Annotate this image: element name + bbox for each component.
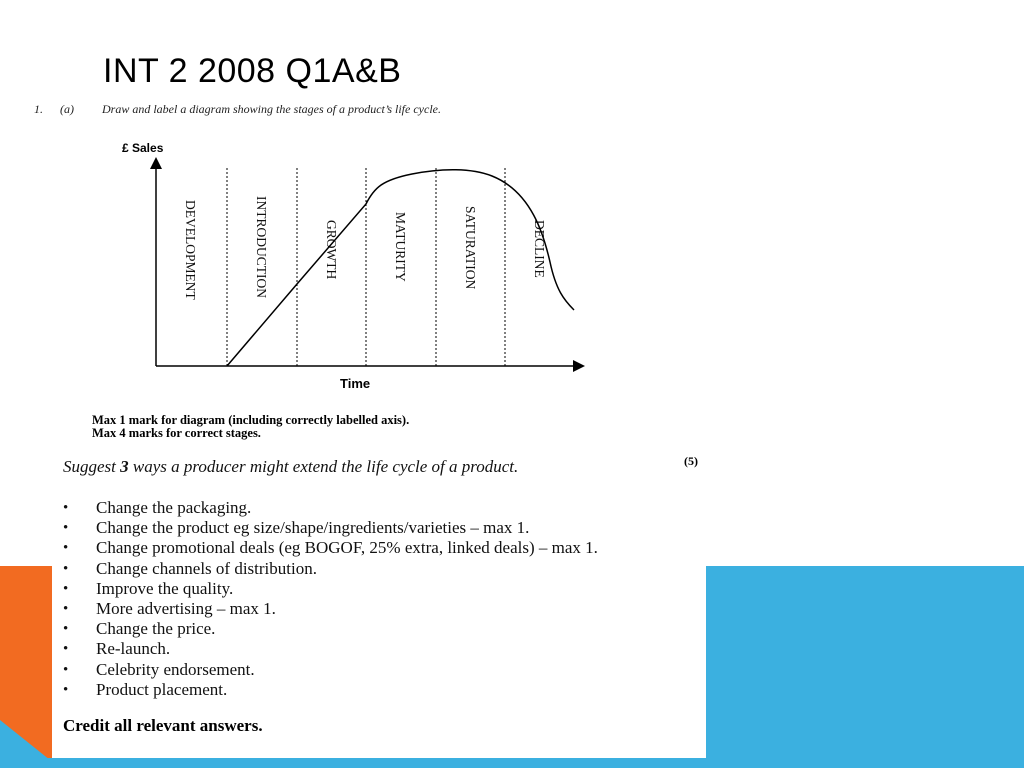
- question-b-suffix: ways a producer might extend the life cycle of a product.: [128, 457, 519, 476]
- bullet-icon: •: [63, 560, 69, 577]
- slide-title: INT 2 2008 Q1A&B: [103, 52, 402, 90]
- bullet-icon: •: [63, 580, 69, 597]
- marks-available: (5): [684, 454, 698, 468]
- credit-note: Credit all relevant answers.: [63, 716, 263, 735]
- question-text: Draw and label a diagram showing the stages of a product’s life cycle.: [102, 102, 441, 116]
- list-item: • Change channels of distribution.: [63, 558, 317, 578]
- product-life-cycle-diagram: [112, 136, 592, 396]
- mark-note-diagram: Max 1 mark for diagram (including correctly labelled axis).: [92, 413, 410, 427]
- bullet-icon: •: [63, 500, 69, 516]
- bullet-icon: •: [63, 681, 69, 698]
- list-item: • Product placement.: [63, 679, 228, 699]
- bullet-icon: •: [63, 540, 69, 557]
- answer-list: [63, 498, 703, 700]
- stage-label-development: DEVELOPMENT: [183, 200, 198, 300]
- mark-note-stages: Max 4 marks for correct stages.: [92, 426, 261, 440]
- list-item: • More advertising – max 1.: [63, 598, 276, 618]
- question-b-prefix: Suggest: [63, 457, 121, 476]
- stage-label-saturation: SATURATION: [463, 206, 478, 290]
- x-axis-label: Time: [340, 376, 371, 391]
- mark-notes: [92, 414, 652, 440]
- stage-label-decline: DECLINE: [532, 220, 547, 278]
- list-item: • Change the price.: [63, 619, 216, 639]
- bullet-icon: •: [63, 641, 69, 658]
- y-axis-label: £ Sales: [122, 141, 164, 155]
- bullet-icon: •: [63, 661, 69, 678]
- list-item: • Celebrity endorsement.: [63, 659, 255, 679]
- blue-accent-band: [700, 566, 1024, 768]
- list-item: • Change promotional deals (eg BOGOF, 25% extra, linked deals) – max 1.: [63, 538, 598, 558]
- stage-label-maturity: MATURITY: [393, 212, 408, 282]
- bullet-icon: •: [63, 621, 69, 638]
- list-item: • Change the product eg size/shape/ingredients/varieties – max 1.: [63, 518, 530, 538]
- list-item: • Change the packaging.: [63, 498, 252, 517]
- list-item: • Re-launch.: [63, 639, 171, 659]
- list-item: • Improve the quality.: [63, 578, 234, 598]
- question-part: (a): [60, 102, 74, 116]
- bullet-icon: •: [63, 520, 69, 537]
- question-b-text: [63, 457, 683, 477]
- question-b-count: 3: [120, 457, 129, 476]
- exam-scan-panel: [34, 96, 706, 758]
- question-number: 1.: [34, 102, 43, 116]
- stage-label-growth: GROWTH: [324, 220, 339, 280]
- stage-label-introduction: INTRODUCTION: [254, 196, 269, 298]
- bottom-accent-band: [0, 758, 1024, 768]
- bullet-icon: •: [63, 600, 69, 617]
